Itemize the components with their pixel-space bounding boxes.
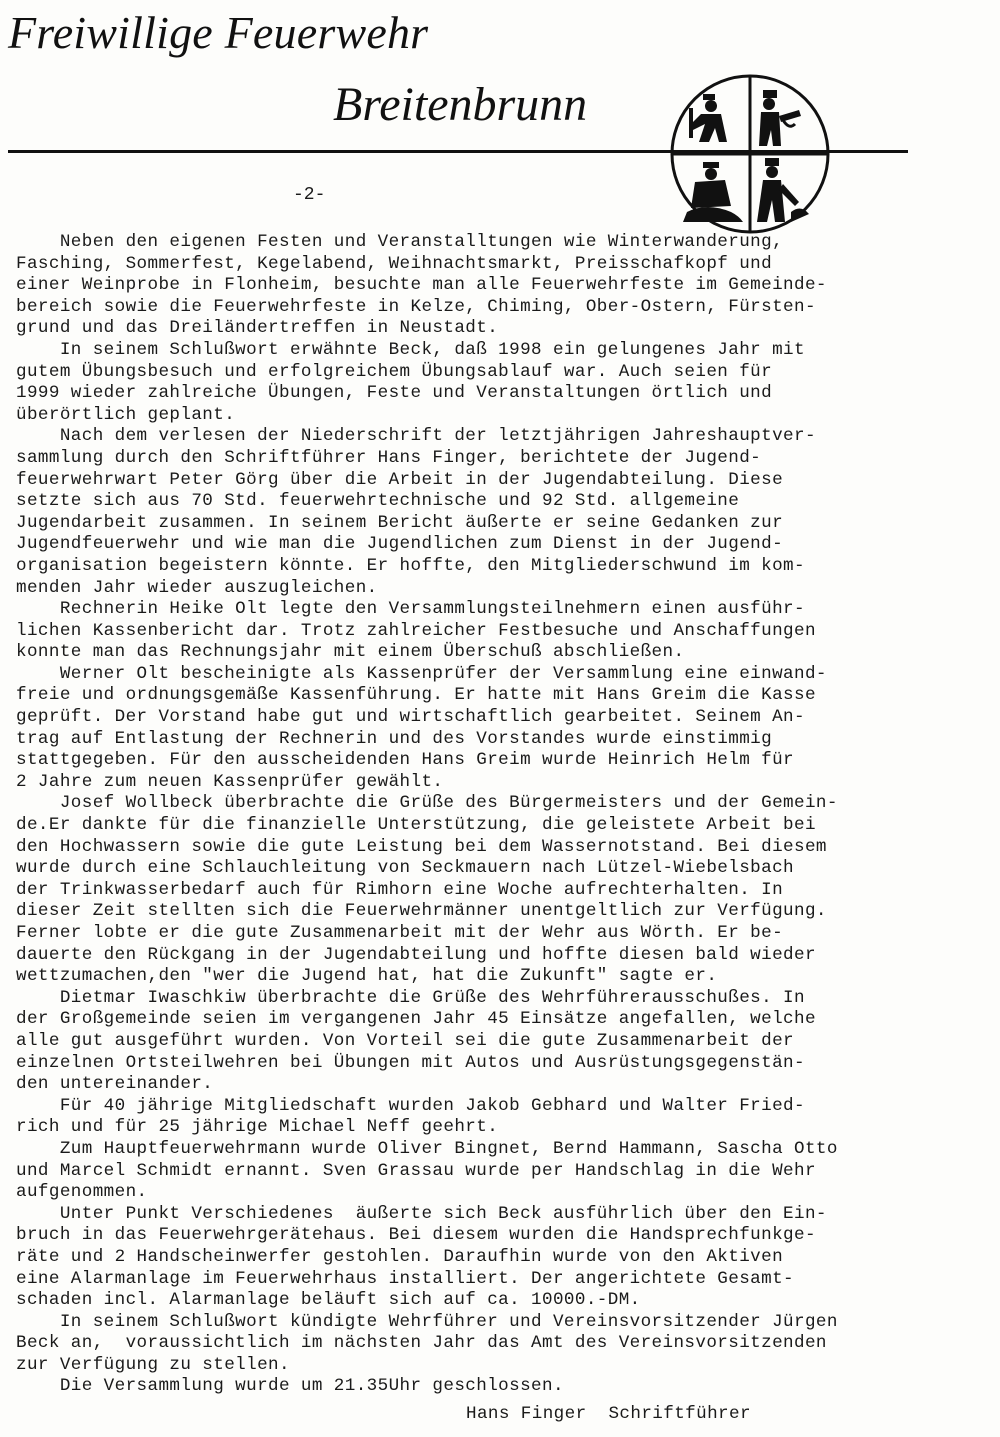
body-line: konnte man das Rechnungsjahr mit einem Überschuß abschließen. (16, 642, 685, 663)
body-line: den untereinander. (16, 1074, 214, 1095)
body-line: dauerte den Rückgang in der Jugendabteilung und hoffte diesen bald wieder (16, 944, 816, 965)
body-line: freie und ordnungsgemäße Kassenführung. Er hatte mit Hans Greim die Kasse (16, 685, 816, 706)
body-line: Jugendfeuerwehr und wie man die Jugendlichen zum Dienst in der Jugend- (16, 534, 784, 555)
body-line: Werner Olt bescheinigte als Kassenprüfer der Versammlung eine einwand- (16, 663, 827, 684)
body-line: sammlung durch den Schriftführer Hans Finger, berichtete der Jugend- (16, 447, 762, 468)
body-line: den Hochwassern sowie die gute Leistung bei dem Wassernotstand. Bei diesem (16, 836, 827, 857)
body-line: und Marcel Schmidt ernannt. Sven Grassau wurde per Handschlag in die Wehr (16, 1160, 816, 1181)
body-line: organisation begeistern könnte. Er hoffte, den Mitgliederschwund im kom- (16, 555, 805, 576)
body-line: Zum Hauptfeuerwehrmann wurde Oliver Bingnet, Bernd Hammann, Sascha Otto (16, 1138, 838, 1159)
page-number: -2- (293, 185, 326, 205)
body-line: der Trinkwasserbedarf auch für Rimhorn eine Woche aufrechterhalten. In (16, 879, 784, 900)
body-line: Dietmar Iwaschkiw überbrachte die Grüße des Wehrführerausschußes. In (16, 987, 805, 1008)
location-title: Breitenbrunn (333, 78, 588, 131)
body-line: 2 Jahre zum neuen Kassenprüfer gewählt. (16, 771, 444, 792)
body-line: zur Verfügung zu stellen. (16, 1354, 290, 1375)
body-line: alle gut ausgeführt wurden. Von Vorteil sei die gute Zusammenarbeit der (16, 1030, 795, 1051)
body-line: de.Er dankte für die finanzielle Unterstützung, die geleistete Arbeit bei (16, 815, 816, 836)
body-line: setzte sich aus 70 Std. feuerwehrtechnische und 92 Std. allgemeine (16, 491, 740, 512)
body-line: gutem Übungsbesuch und erfolgreichem Übungsablauf war. Auch seien für (16, 361, 773, 382)
body-line: Beck an, voraussichtlich im nächsten Jahr das Amt des Vereinsvorsitzenden (16, 1333, 827, 1354)
organization-title: Freiwillige Feuerwehr (8, 7, 429, 58)
body-line: feuerwehrwart Peter Görg über die Arbeit in der Jugendabteilung. Diese (16, 469, 784, 490)
fire-brigade-emblem-icon (665, 72, 835, 237)
body-line: dieser Zeit stellten sich die Feuerwehrmänner unentgeltlich zur Verfügung. (16, 901, 827, 922)
body-line: In seinem Schlußwort erwähnte Beck, daß 1998 ein gelungenes Jahr mit (16, 339, 805, 360)
body-line: stattgegeben. Für den ausscheidenden Hans Greim wurde Heinrich Helm für (16, 750, 795, 771)
body-line: der Großgemeinde seien im vergangenen Jahr 45 Einsätze angefallen, welche (16, 1009, 816, 1030)
signature: Hans Finger Schriftführer (466, 1404, 751, 1424)
body-line: Für 40 jährige Mitgliedschaft wurden Jakob Gebhard und Walter Fried- (16, 1095, 805, 1116)
body-line: Nach dem verlesen der Niederschrift der letztjährigen Jahreshauptver- (16, 426, 816, 447)
body-line: Unter Punkt Verschiedenes äußerte sich Beck ausführlich über den Ein- (16, 1203, 827, 1224)
body-line: trag auf Entlastung der Rechnerin und des Vorstandes wurde einstimmig (16, 728, 773, 749)
body-line: Jugendarbeit zusammen. In seinem Bericht äußerte er seine Gedanken zur (16, 512, 784, 533)
body-line: rich und für 25 jährige Michael Neff geehrt. (16, 1117, 499, 1138)
body-line: In seinem Schlußwort kündigte Wehrführer und Vereinsvorsitzender Jürgen (16, 1311, 838, 1332)
body-line: überörtlich geplant. (16, 404, 236, 425)
body-line: einer Weinprobe in Flonheim, besuchte man alle Feuerwehrfeste im Gemeinde- (16, 275, 827, 296)
body-line: grund und das Dreiländertreffen in Neustadt. (16, 318, 499, 339)
body-line: 1999 wieder zahlreiche Übungen, Feste und Veranstaltungen örtlich und (16, 383, 773, 404)
body-line: aufgenommen. (16, 1182, 148, 1203)
body-line: Ferner lobte er die gute Zusammenarbeit mit der Wehr aus Wörth. Er be- (16, 923, 784, 943)
body-line: einzelnen Ortsteilwehren bei Übungen mit Autos und Ausrüstungsgegenstän- (16, 1052, 805, 1073)
body-line: bruch in das Feuerwehrgerätehaus. Bei diesem wurden die Handsprechfunkge- (16, 1225, 816, 1246)
body-line: Josef Wollbeck überbrachte die Grüße des Bürgermeisters und der Gemein- (16, 793, 838, 814)
body-line: lichen Kassenbericht dar. Trotz zahlreicher Festbesuche und Anschaffungen (16, 620, 816, 641)
body-line: eine Alarmanlage im Feuerwehrhaus installiert. Der angerichtete Gesamt- (16, 1268, 795, 1289)
body-line: bereich sowie die Feuerwehrfeste in Kelze, Chiming, Ober-Ostern, Fürsten- (16, 296, 816, 317)
body-line: menden Jahr wieder auszugleichen. (16, 577, 378, 598)
body-line: räte und 2 Handscheinwerfer gestohlen. Daraufhin wurde von den Aktiven (16, 1246, 784, 1267)
body-line: geprüft. Der Vorstand habe gut und wirtschaftlich gearbeitet. Seinem An- (16, 707, 805, 728)
document-body (16, 232, 986, 1420)
body-line: Die Versammlung wurde um 21.35Uhr geschlossen. (16, 1376, 564, 1397)
body-line: Neben den eigenen Festen und Veranstalltungen wie Winterwanderung, (16, 232, 784, 252)
body-line: wurde durch eine Schlauchleitung von Seckmauern nach Lützel-Wiebelsbach (16, 858, 795, 879)
body-line: Fasching, Sommerfest, Kegelabend, Weihnachtsmarkt, Preisschafkopf und (16, 253, 773, 274)
body-line: schaden incl. Alarmanlage beläuft sich auf ca. 10000.-DM. (16, 1290, 641, 1311)
body-line: wettzumachen,den "wer die Jugend hat, hat die Zukunft" sagte er. (16, 966, 718, 987)
body-line: Rechnerin Heike Olt legte den Versammlungsteilnehmern einen ausführ- (16, 599, 805, 620)
